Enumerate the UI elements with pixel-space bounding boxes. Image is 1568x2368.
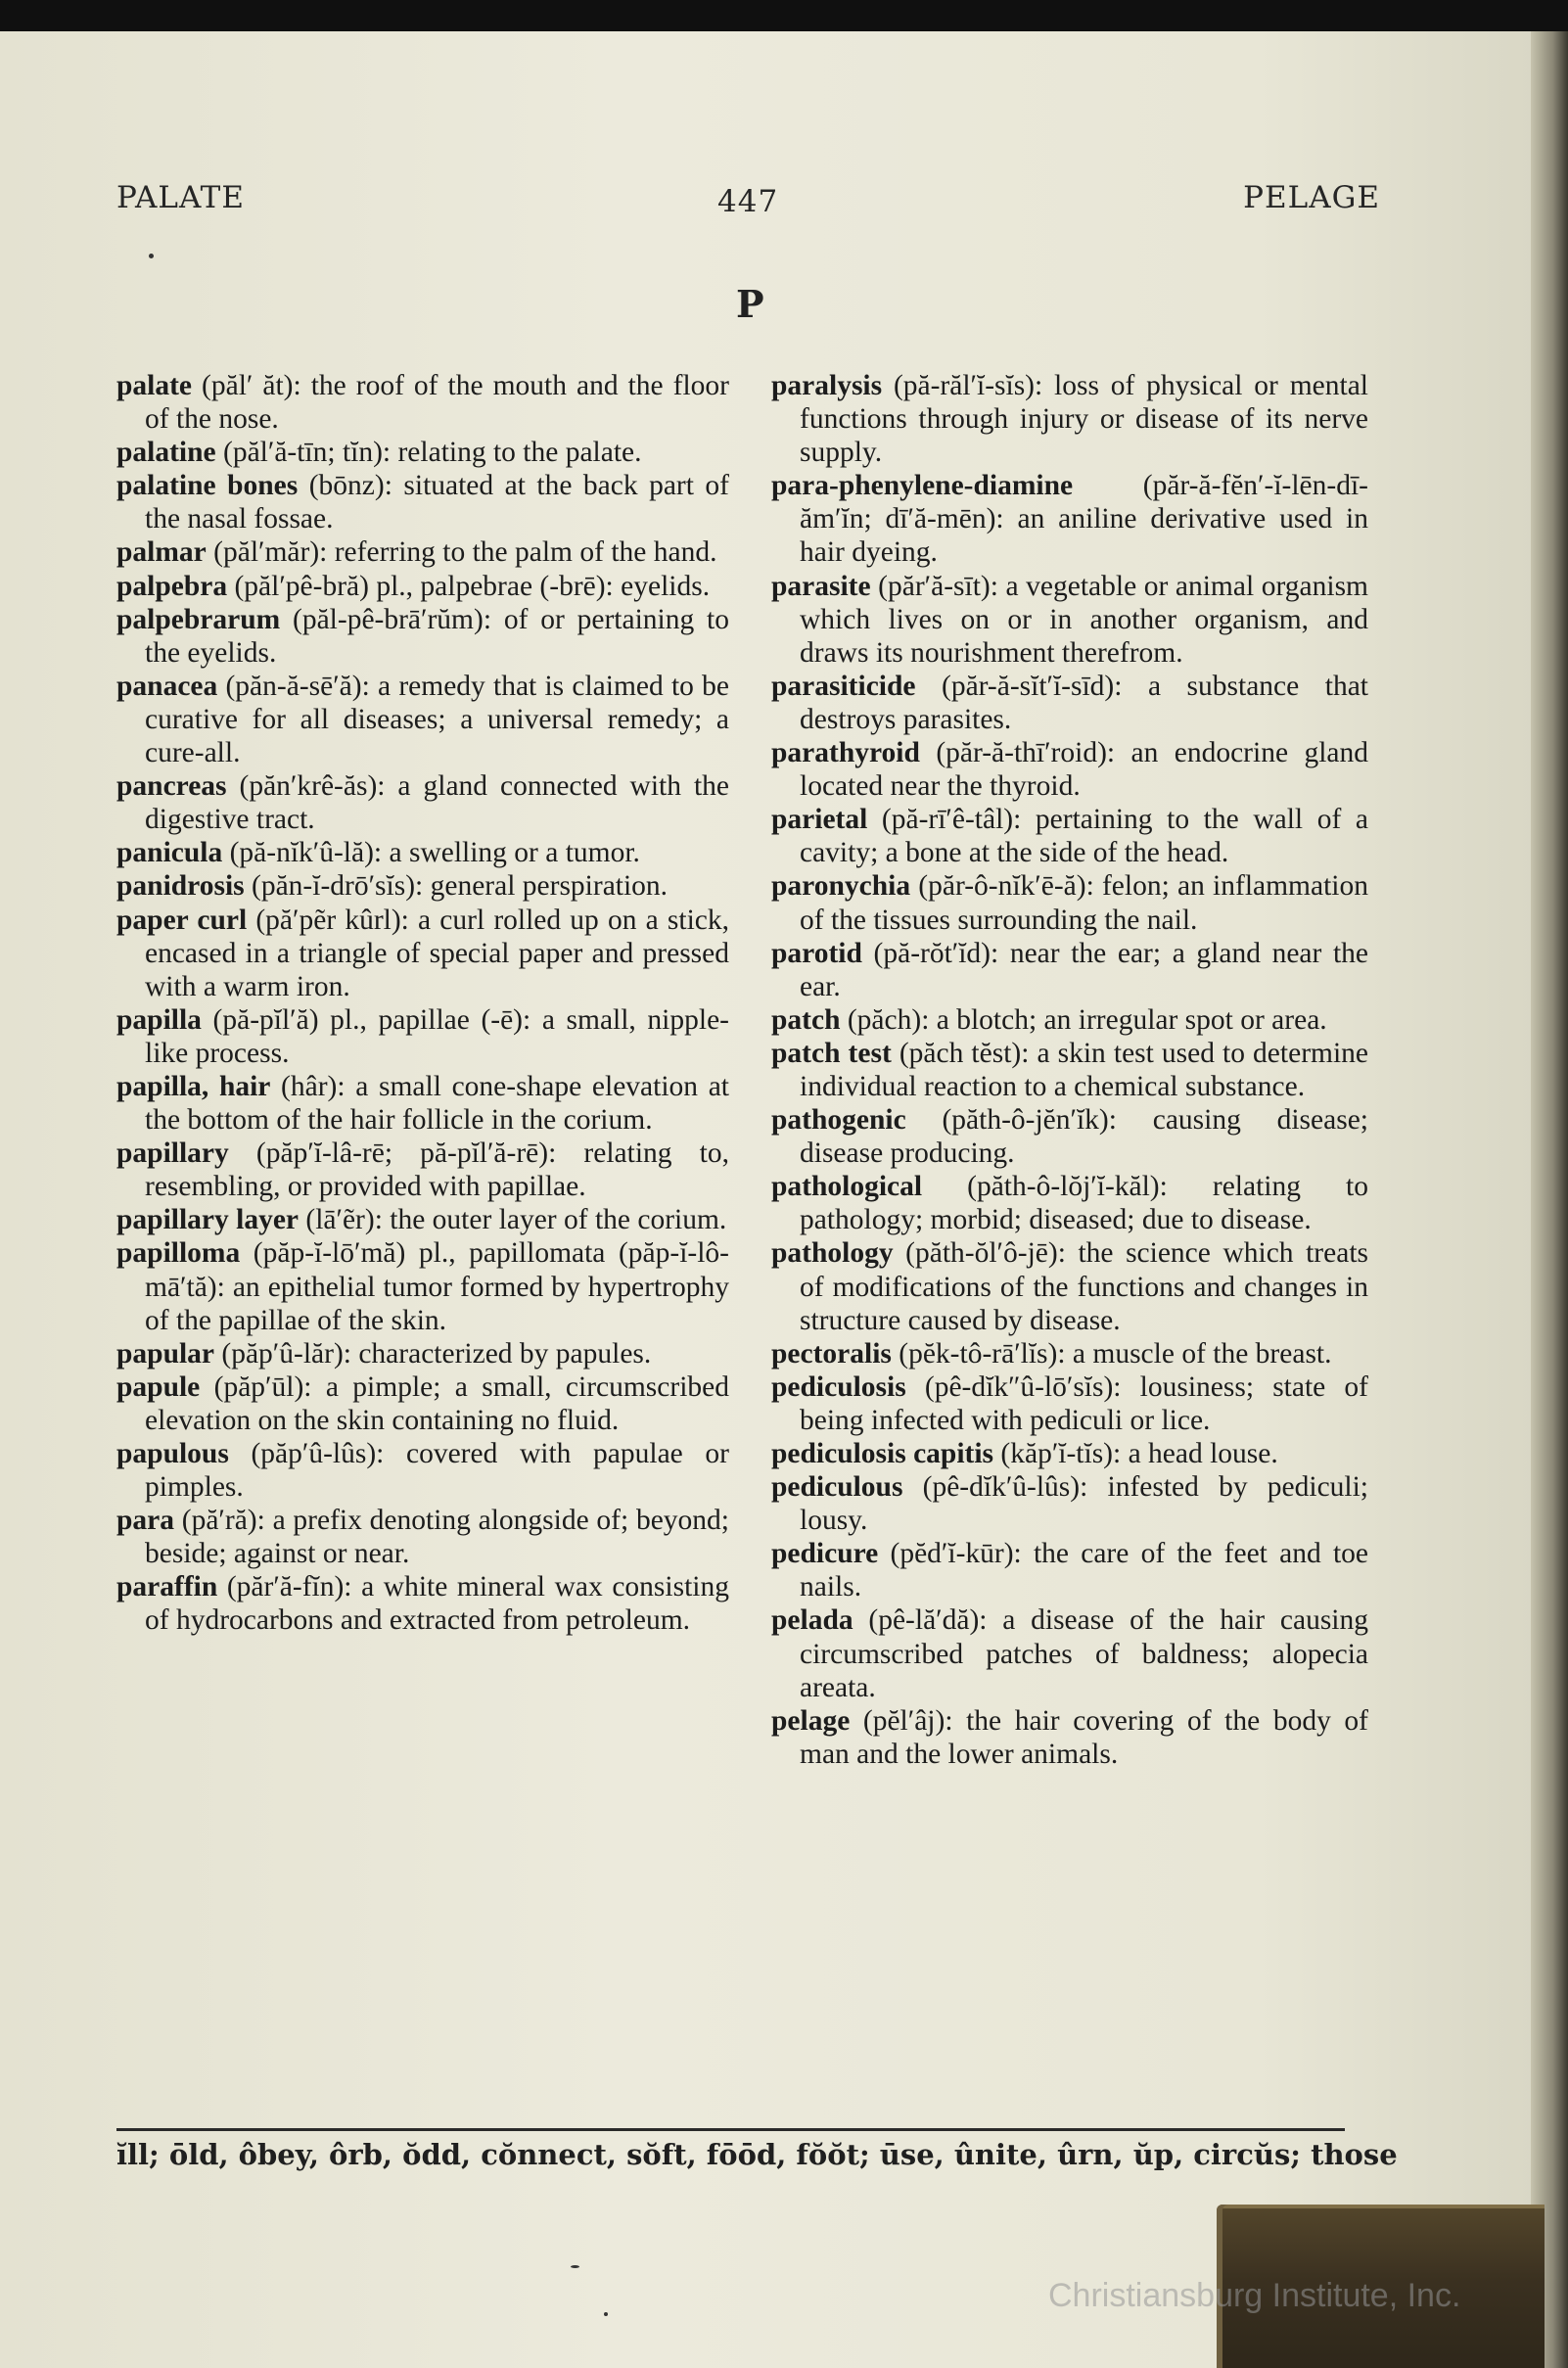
entry-definition: (păp′ĭ-lâ-rē; pă-pĭl′ă-rē): relating to, resembling, or provided with papillae. xyxy=(145,1138,729,1203)
dictionary-entry xyxy=(116,1370,729,1437)
dictionary-entry xyxy=(771,469,1368,569)
entry-definition: (păch): a blotch; an irregular spot or area. xyxy=(840,1003,1327,1036)
page-number: 447 xyxy=(717,184,779,219)
entry-headword: pathological xyxy=(771,1171,923,1203)
dictionary-entry xyxy=(771,570,1368,670)
entry-definition: (păp′û-lăr): characterized by papules. xyxy=(214,1337,652,1370)
pronunciation-key: ĭll; ōld, ôbey, ôrb, ŏdd, cŏnnect, sŏft, fōōd, fŏŏt; ūse, ûnite, ûrn, ŭp, circŭs; those xyxy=(116,2138,1398,2171)
entry-headword: patch xyxy=(771,1003,841,1036)
running-head-right: PELAGE xyxy=(1243,180,1380,215)
entry-headword: pediculous xyxy=(771,1471,903,1504)
dictionary-entry xyxy=(116,570,729,603)
running-head-left: PALATE xyxy=(116,180,245,215)
dictionary-entry xyxy=(771,1370,1368,1437)
entry-definition: (păr′ă-sīt): a vegetable or animal organism which lives on or in another organism, and draws its nourishment therefrom. xyxy=(800,570,1368,669)
entry-definition: (pă′ră): a prefix denoting alongside of; beyond; beside; against or near. xyxy=(145,1505,729,1570)
entry-definition: (pê-dĭk″û-lō′sĭs): lousiness; state of being infected with pediculi or lice. xyxy=(800,1370,1368,1436)
dictionary-entry xyxy=(116,1437,729,1504)
entry-headword: pedicure xyxy=(771,1538,879,1570)
entry-definition: (pĕk-tô-rā′lĭs): a muscle of the breast. xyxy=(891,1337,1332,1370)
entry-headword: parasiticide xyxy=(771,670,916,702)
entry-definition: (păr-ă-sĭt′ĭ-sīd): a substance that destroys parasites. xyxy=(800,670,1368,735)
entry-headword: parotid xyxy=(771,937,862,969)
entry-headword: pediculosis xyxy=(771,1370,906,1403)
dictionary-entry xyxy=(771,1437,1368,1470)
page-speck xyxy=(604,2312,608,2316)
dictionary-entry xyxy=(116,1337,729,1370)
entry-headword: para xyxy=(116,1505,174,1537)
entry-definition: (păp′û-lûs): covered with papulae or pimples. xyxy=(145,1438,729,1504)
dictionary-entry xyxy=(116,1236,729,1336)
dictionary-entry xyxy=(771,736,1368,803)
entry-definition: (păn-ă-sē′ă): a remedy that is claimed to be curative for all diseases; a universal remedy; a cure-all. xyxy=(145,670,729,769)
entry-headword: papillary layer xyxy=(116,1204,300,1236)
dictionary-entry xyxy=(116,869,729,903)
entry-headword: palpebra xyxy=(116,570,228,602)
page-speck xyxy=(149,254,154,258)
entry-headword: palatine bones xyxy=(116,470,299,502)
entry-definition: (păl′ă-tīn; tĭn): relating to the palate. xyxy=(215,437,642,469)
entry-definition: (păr-ô-nĭk′ē-ă): felon; an inflammation of the tissues surrounding the nail. xyxy=(800,870,1368,936)
dictionary-entry xyxy=(771,1470,1368,1537)
dictionary-entry xyxy=(116,836,729,869)
dictionary-entry xyxy=(116,1203,729,1236)
entry-definition: (lā′ẽr): the outer layer of the corium. xyxy=(299,1204,727,1236)
entry-headword: panicula xyxy=(116,837,223,869)
dictionary-entry xyxy=(116,603,729,670)
entry-headword: pectoralis xyxy=(771,1337,892,1370)
dictionary-entry xyxy=(116,436,729,469)
entry-headword: panidrosis xyxy=(116,870,245,903)
dictionary-entry xyxy=(771,1537,1368,1603)
entry-definition: (păn′krê-ăs): a gland connected with the digestive tract. xyxy=(145,770,729,836)
dictionary-entry xyxy=(116,1003,729,1070)
entry-headword: parathyroid xyxy=(771,737,920,769)
entry-headword: palmar xyxy=(116,536,207,569)
entry-headword: papular xyxy=(116,1337,215,1370)
dictionary-entry xyxy=(771,803,1368,869)
entry-headword: pathogenic xyxy=(771,1104,906,1137)
entry-headword: palpebrarum xyxy=(116,603,281,635)
entry-headword: pelage xyxy=(771,1704,851,1737)
entry-definition: (pă-rŏt′ĭd): near the ear; a gland near the ear. xyxy=(800,937,1368,1002)
entry-definition: (păr-ă-fĕn′-ĭ-lēn-dī-ăm′ĭn; dī′ă-mēn): an aniline derivative used in hair dyeing. xyxy=(800,470,1368,569)
entry-definition: (păth-ô-jĕn′ĭk): causing disease; disease producing. xyxy=(800,1104,1368,1170)
entry-definition: (păp′ūl): a pimple; a small, circumscribed elevation on the skin containing no fluid. xyxy=(145,1370,729,1436)
dictionary-page xyxy=(0,31,1568,2368)
entry-definition: (pă-răl′ĭ-sĭs): loss of physical or mental functions through injury or disease of its nerve supply. xyxy=(800,370,1368,469)
dictionary-entry xyxy=(771,670,1368,736)
entry-definition: (păp-ĭ-lō′mă) pl., papillomata (păp-ĭ-lô-mā′tă): an epithelial tumor formed by hypertrophy of the papillae of the skin. xyxy=(145,1237,729,1336)
entry-headword: papule xyxy=(116,1370,201,1403)
entry-definition: (pă-nĭk′û-lă): a swelling or a tumor. xyxy=(222,837,640,869)
entry-headword: paronychia xyxy=(771,870,911,903)
entry-headword: papilloma xyxy=(116,1237,241,1270)
dictionary-entry xyxy=(116,535,729,569)
entry-headword: patch test xyxy=(771,1037,892,1069)
section-letter: P xyxy=(736,282,764,326)
entry-headword: pancreas xyxy=(116,770,227,803)
entry-headword: parasite xyxy=(771,570,871,602)
entry-definition: (pê-dĭk′û-lûs): infested by pediculi; lousy. xyxy=(800,1471,1368,1537)
dictionary-entry xyxy=(771,1337,1368,1370)
entry-headword: palate xyxy=(116,370,193,401)
dictionary-entry xyxy=(116,1570,729,1637)
entry-headword: papulous xyxy=(116,1438,229,1469)
dictionary-entry xyxy=(771,1704,1368,1771)
entry-definition: (bōnz): situated at the back part of the nasal fossae. xyxy=(145,470,729,535)
watermark: Christiansburg Institute, Inc. xyxy=(1048,2277,1461,2314)
entry-headword: para-phenylene-diamine xyxy=(771,470,1074,502)
right-column xyxy=(771,369,1368,1771)
dictionary-entry xyxy=(116,1070,729,1137)
page-speck xyxy=(571,2265,579,2268)
entry-definition: (păth-ô-lŏj′ĭ-kăl): relating to pathology; morbid; diseased; due to disease. xyxy=(800,1171,1368,1236)
entry-headword: pelada xyxy=(771,1604,853,1637)
dictionary-entry xyxy=(116,1137,729,1203)
entry-definition: (păl′ ăt): the roof of the mouth and the floor of the nose. xyxy=(145,370,729,436)
dictionary-entry xyxy=(771,937,1368,1003)
entry-definition: (pă-rī′ê-tâl): pertaining to the wall of a cavity; a bone at the side of the head. xyxy=(800,804,1368,869)
entry-headword: parietal xyxy=(771,804,868,836)
dictionary-entry xyxy=(771,1103,1368,1170)
entry-headword: paralysis xyxy=(771,370,883,401)
dictionary-entry xyxy=(116,469,729,535)
dictionary-entry xyxy=(771,1003,1368,1037)
entry-definition: (păl′pê-bră) pl., palpebrae (-brē): eyelids. xyxy=(227,570,711,602)
entry-definition: (păch tĕst): a skin test used to determine individual reaction to a chemical substance. xyxy=(800,1037,1369,1102)
entry-definition: (pĕd′ĭ-kūr): the care of the feet and toe nails. xyxy=(800,1538,1368,1603)
entry-headword: paraffin xyxy=(116,1571,218,1603)
dictionary-entry xyxy=(771,369,1368,469)
entry-headword: palatine xyxy=(116,437,216,469)
dictionary-entry xyxy=(771,1603,1368,1703)
entry-headword: panacea xyxy=(116,670,218,702)
dictionary-entry xyxy=(116,670,729,769)
page-edge xyxy=(1531,31,1568,2368)
footer-rule xyxy=(116,2128,1345,2131)
entry-definition: (pê-lă′dă): a disease of the hair causing circumscribed patches of baldness; alopecia areata. xyxy=(800,1604,1368,1703)
dictionary-entry xyxy=(771,869,1368,936)
entry-definition: (păn-ĭ-drō′sĭs): general perspiration. xyxy=(244,870,669,903)
entry-headword: paper curl xyxy=(116,904,248,936)
entry-definition: (pă-pĭl′ă) pl., papillae (-ē): a small, nipple-like process. xyxy=(145,1003,729,1069)
dictionary-entry xyxy=(116,369,729,436)
entry-definition: (păr-ă-thī′roid): an endocrine gland located near the thyroid. xyxy=(800,737,1368,803)
dictionary-entry xyxy=(116,904,729,1003)
entry-definition: (păr′ă-fĭn): a white mineral wax consisting of hydrocarbons and extracted from petroleum. xyxy=(145,1571,729,1637)
entry-definition: (păth-ŏl′ô-jē): the science which treats of modifications of the functions and changes in structure caused by disease. xyxy=(800,1237,1368,1336)
entry-headword: pathology xyxy=(771,1237,894,1270)
entry-definition: (hâr): a small cone-shape elevation at the bottom of the hair follicle in the corium. xyxy=(145,1070,729,1137)
left-column xyxy=(116,369,729,1638)
entry-headword: papilla, hair xyxy=(116,1070,271,1102)
entry-definition: (pĕl′âj): the hair covering of the body of man and the lower animals. xyxy=(800,1704,1368,1770)
entry-headword: pediculosis capitis xyxy=(771,1438,994,1469)
entry-definition: (kăp′ĭ-tĭs): a head louse. xyxy=(993,1438,1278,1469)
dictionary-entry xyxy=(116,1504,729,1570)
dictionary-entry xyxy=(771,1170,1368,1236)
dictionary-entry xyxy=(116,769,729,836)
entry-headword: papilla xyxy=(116,1003,202,1036)
entry-headword: papillary xyxy=(116,1138,229,1170)
dictionary-entry xyxy=(771,1037,1368,1103)
entry-definition: (păl′măr): referring to the palm of the hand. xyxy=(206,536,717,569)
dictionary-entry xyxy=(771,1236,1368,1336)
entry-definition: (păl-pê-brā′rŭm): of or pertaining to the eyelids. xyxy=(145,603,729,669)
entry-definition: (pă′pẽr kûrl): a curl rolled up on a stick, encased in a triangle of special paper and pressed with a warm iron. xyxy=(145,904,729,1002)
